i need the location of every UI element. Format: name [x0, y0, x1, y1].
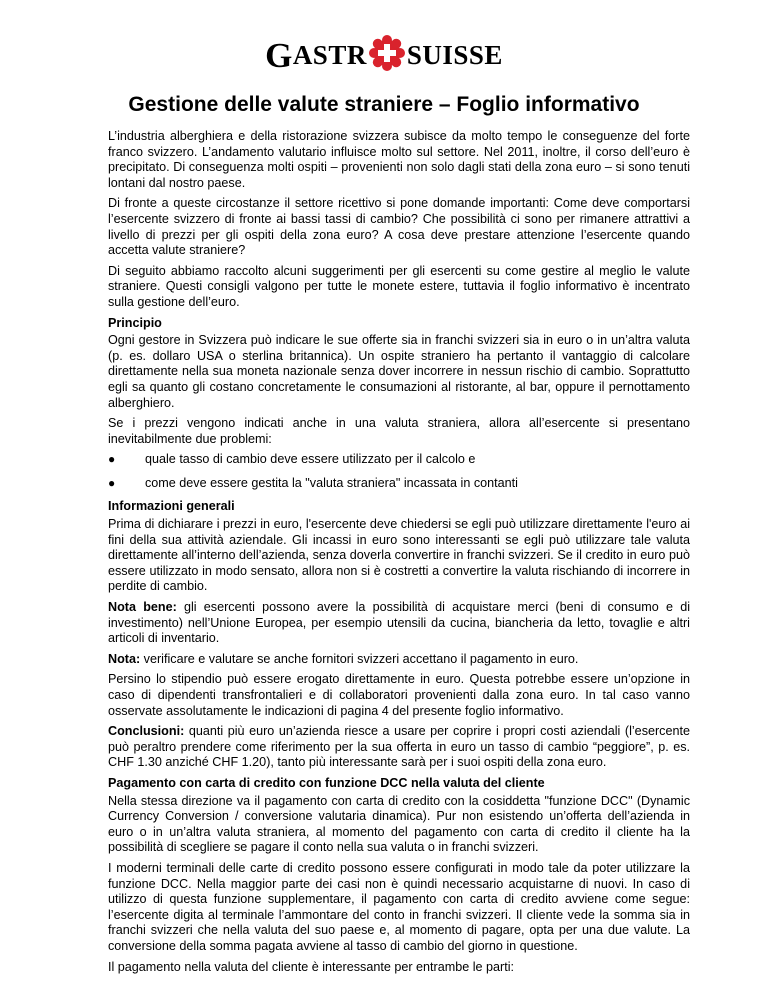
nota-bene-paragraph [108, 600, 690, 647]
logo-text-astr: ASTR [292, 39, 367, 70]
logo-letter-g: G [265, 35, 293, 75]
principio-bullet-list [108, 452, 690, 491]
generali-paragraph-1: Prima di dichiarare i prezzi in euro, l'esercente deve chiedersi se egli può utilizzare direttamente l'euro ai fini della sua attività aziendale. Gli incassi in euro sono interessanti se egli può utilizzare tale valuta direttamente all’interno dell’azienda, senza doverla convertire in franchi svizzeri. Se il credito in euro può essere utilizzato in modo sensato, allora non si è costretti a convertire la valuta rischiando di incorrere in perdite di cambio. [108, 517, 690, 594]
dcc-paragraph-2: I moderni terminali delle carte di credito possono essere configurati in modo tale da poter utilizzare la funzione DCC. Nella maggior parte dei casi non è quindi necessario acquistarne di nuovi. In caso di utilizzo di questa funzione supplementare, il pagamento con carta di credito avviene come segue: l’esercente digita al terminale l’ammontare del conto in franchi svizzeri. Il cliente vede la somma sia in franchi svizzeri che nella valuta del suo paese e, al momento di pagare, opta per una due valute. La conversione della somma pagata avviene al tasso di cambio del giorno in questione. [108, 860, 690, 953]
dcc-paragraph-3: Il pagamento nella valuta del cliente è interessante per entrambe le parti: [108, 959, 515, 974]
bullet-text: come deve essere gestita la "valuta straniera" incassata in contanti [145, 475, 518, 490]
intro-paragraph-1: L’industria alberghiera e della ristorazione svizzera subisce da molto tempo le conseguenze del forte franco svizzero. L’andamento valutario influisce molto sul settore. Nel 2011, inoltre, il corso dell’euro è precipitato. Di conseguenza molti ospiti – provenienti non solo dagli stati della zona euro – si sono tenuti lontani dal nostro paese. [108, 129, 690, 190]
bullet-text: quale tasso di cambio deve essere utilizzato per il calcolo e [145, 452, 476, 467]
nota-paragraph [108, 652, 690, 668]
principio-paragraph-2: Se i prezzi vengono indicati anche in una valuta straniera, allora all’esercente si presentano inevitabilmente due problemi: [108, 416, 690, 446]
nota-text: verificare e valutare se anche fornitori svizzeri accettano il pagamento in euro. [140, 651, 579, 666]
nota-bene-text: gli esercenti possono avere la possibilità di acquistare merci (beni di consumo e di investimento) nell’Unione Europea, per esempio utensili da cucina, biancheria da letto, tovaglie e altri articoli di inventario. [108, 600, 690, 646]
section-heading-informazioni-generali: Informazioni generali [108, 499, 235, 514]
swiss-cross-rosette-icon [369, 35, 405, 71]
conclusioni-label: Conclusioni: [108, 724, 185, 739]
bullet-item [108, 452, 690, 468]
nota-label: Nota: [108, 651, 141, 666]
document-title: Gestione delle valute straniere – Foglio informativo [128, 93, 640, 116]
generali-paragraph-2: Persino lo stipendio può essere erogato direttamente in euro. Questa potrebbe essere un’opzione in caso di dipendenti transfrontalieri e di collaboratori provenienti dalla zona euro. In tal caso vanno osservate assolutamente le indicazioni di pagina 4 del presente foglio informativo. [108, 672, 690, 718]
gastrosuisse-logo [0, 32, 768, 78]
nota-bene-label: Nota bene: [108, 600, 177, 615]
intro-paragraph-3: Di seguito abbiamo raccolto alcuni suggerimenti per gli esercenti su come gestire al meglio le valute straniere. Questi consigli valgono per tutte le monete estere, tuttavia il foglio informativo è incentrato sulla gestione dell’euro. [108, 263, 690, 309]
section-heading-dcc: Pagamento con carta di credito con funzione DCC nella valuta del cliente [108, 775, 545, 790]
conclusioni-paragraph [108, 724, 690, 771]
document-body [108, 129, 690, 980]
intro-paragraph-2: Di fronte a queste circostanze il settore ricettivo si pone domande importanti: Come deve comportarsi l’esercente svizzero di fronte ai bassi tassi di cambio? Che possibilità ci sono per rimanere attrattivi a livello di prezzi per gli ospiti della zona euro? A cosa deve prestare attenzione l’esercente quando accetta valute straniere? [108, 196, 690, 258]
conclusioni-text: quanti più euro un’azienda riesce a usare per coprire i propri costi aziendali (l’esercente può peraltro prendere come riferimento per la sua offerta in euro un tasso di cambio “peggiore”, p. es. CHF 1.30 anziché CHF 1.20), tanto più interessante sarà per i suoi ospiti della zona euro. [108, 724, 690, 770]
principio-paragraph-1: Ogni gestore in Svizzera può indicare le sue offerte sia in franchi svizzeri sia in euro o in un’altra valuta (p. es. dollaro USA o sterlina britannica). Un ospite straniero ha pertanto il vantaggio di calcolare direttamente nella sua moneta nazionale senza dover incorrere in nessun rischio di cambio. Soprattutto egli sa quanto gli costano concretamente le consumazioni al ristorante, al bar, oppure il pernottamento alberghiero. [108, 333, 690, 410]
bullet-dot-icon: ● [108, 475, 116, 490]
bullet-dot-icon: ● [108, 452, 116, 467]
bullet-item [108, 476, 690, 492]
dcc-paragraph-1: Nella stessa direzione va il pagamento con carta di credito con la cosiddetta "funzione DCC" (Dynamic Currency Conversion / conversione valutaria dinamica). Pur non esistendo un’offerta dell’azienda in euro o in un’altra valuta straniera, al momento del pagamento con carta di credito il cliente ha la possibilità di scegliere se pagare il conto nella sua valuta o in franchi svizzeri. [108, 793, 690, 855]
logo-text-suisse: SUISSE [406, 39, 503, 70]
section-heading-principio: Principio [108, 315, 162, 330]
